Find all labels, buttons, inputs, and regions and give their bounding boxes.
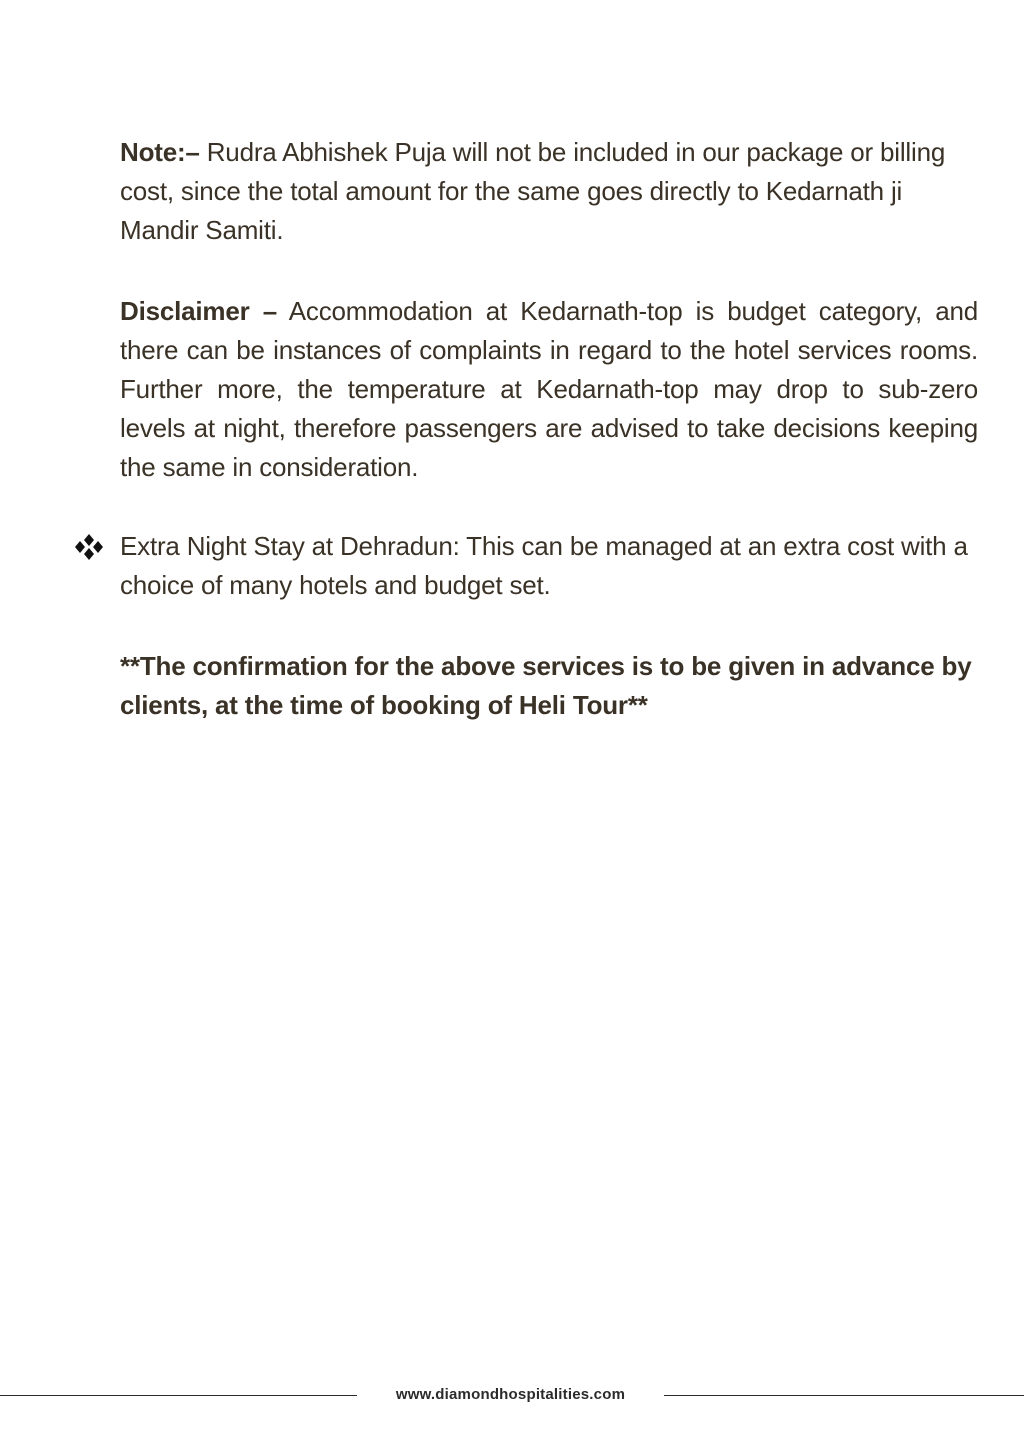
diamond-cluster-icon (74, 533, 104, 561)
note-label: Note:– (120, 137, 200, 167)
note-paragraph (120, 133, 978, 250)
note-text: Rudra Abhishek Puja will not be included in our package or billing cost, since the total amount for the same goes directly to Kedarnath ji Mandir Samiti. (120, 137, 946, 245)
disclaimer-paragraph (120, 292, 978, 487)
footer-divider-left (0, 1395, 357, 1396)
footer-website-link[interactable]: www.diamondhospitalities.com (395, 1386, 626, 1403)
confirmation-paragraph (120, 647, 978, 725)
disclaimer-text: Accommodation at Kedarnath-top is budget category, and there can be instances of complaints in regard to the hotel services rooms. Further more, the temperature at Kedarnath-top may drop to sub-zero levels at night, therefore passengers are advised to take decisions keeping the same in consideration. (120, 296, 978, 482)
bullet-text: Extra Night Stay at Dehradun: This can be managed at an extra cost with a choice of many hotels and budget set. (120, 531, 968, 600)
footer-divider-right (664, 1395, 1024, 1396)
disclaimer-label: Disclaimer – (120, 296, 277, 326)
bullet-paragraph (120, 527, 978, 605)
confirmation-text: **The confirmation for the above services is to be given in advance by clients, at the time of booking of Heli Tour** (120, 651, 972, 720)
